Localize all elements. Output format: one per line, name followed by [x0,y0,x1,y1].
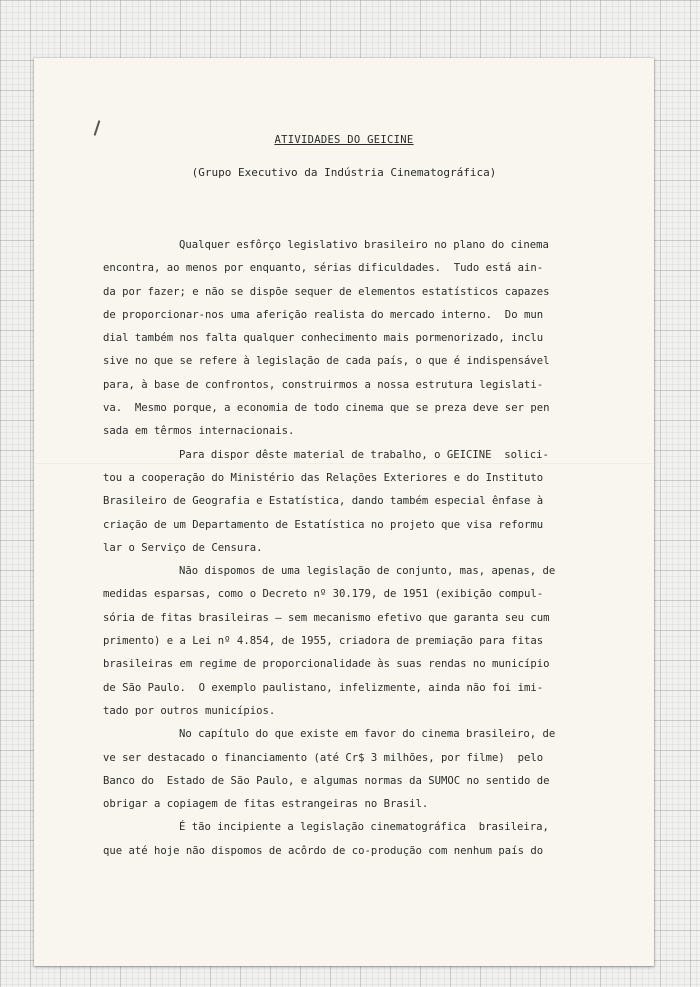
text-line: brasileiras em regime de proporcionalidade às suas rendas no município [103,658,550,671]
paragraph-4 [103,723,605,816]
text-line: primento) e a Lei nº 4.854, de 1955, criadora de premiação para fitas [103,635,544,648]
text-line: encontra, ao menos por enquanto, sérias dificuldades. Tudo está ain- [103,262,544,275]
text-line: sória de fitas brasileiras — sem mecanismo efetivo que garanta seu cum [103,611,550,624]
document-title: ATIVIDADES DO GEICINE [274,134,414,146]
text-line: Banco do Estado de São Paulo, e algumas normas da SUMOC no sentido de [103,774,550,787]
text-line: criação de um Departamento de Estatística no projeto que visa reformu [103,518,544,531]
document-body [103,234,605,863]
text-line: Qualquer esfôrço legislativo brasileiro no plano do cinema [179,239,549,251]
paragraph-5 [103,816,605,863]
text-line: No capítulo do que existe em favor do cinema brasileiro, de [179,728,556,741]
text-line: sada em têrmos internacionais. [103,425,295,438]
text-line: tou a cooperação do Ministério das Relações Exteriores e do Instituto [103,471,544,484]
paragraph-3 [103,560,605,723]
paragraph-2 [103,444,605,560]
text-line: Brasileiro de Geografia e Estatística, dando também especial ênfase à [103,495,544,508]
text-line: lar o Serviço de Censura. [103,541,263,554]
text-line: É tão incipiente a legislação cinematográfica brasileira, [179,821,549,834]
text-line: obrigar a copiagem de fitas estrangeiras no Brasil. [103,798,429,811]
text-line: ve ser destacado o financiamento (até Cr$ 3 milhões, por filme) pelo [103,751,544,764]
text-line: va. Mesmo porque, a economia de todo cinema que se preza deve ser pen [103,402,550,415]
text-line: para, à base de confrontos, construirmos a nossa estrutura legislati- [103,378,544,391]
text-line: tado por outros municípios. [103,704,276,717]
text-line: de São Paulo. O exemplo paulistano, infelizmente, ainda não foi imi- [103,681,544,694]
text-line: de proporcionar-nos uma aferição realista do mercado interno. Do mun [103,308,544,321]
text-line: da por fazer; e não se dispõe sequer de elementos estatísticos capazes [103,285,550,298]
text-line: Para dispor dêste material de trabalho, o GEICINE solici- [179,448,549,461]
text-line: medidas esparsas, como o Decreto nº 30.179, de 1951 (exibição compul- [103,588,544,601]
paragraph-1 [103,234,605,444]
text-line: Não dispomos de uma legislação de conjunto, mas, apenas, de [179,565,556,578]
text-line: que até hoje não dispomos de acôrdo de co-produção com nenhum país do [103,844,544,857]
typewritten-page [34,58,654,966]
text-line: dial também nos falta qualquer conhecimento mais pormenorizado, inclu [103,332,544,345]
document-subtitle: (Grupo Executivo da Indústria Cinematográfica) [191,166,497,179]
text-line: sive no que se refere à legislação de cada país, o que é indispensável [103,355,550,368]
